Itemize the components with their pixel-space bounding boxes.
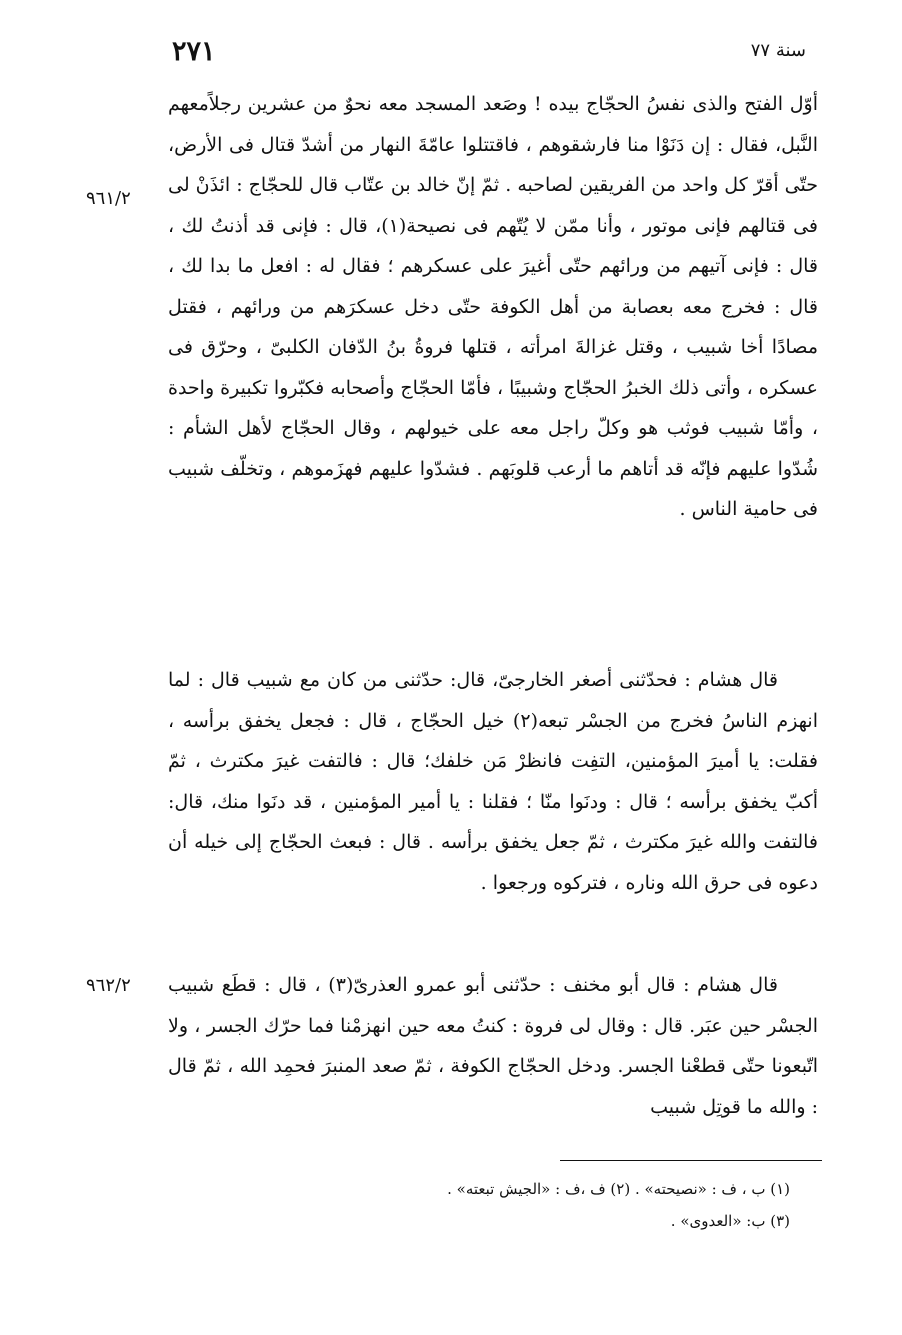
page-number: ٢٧١ <box>172 36 216 67</box>
margin-reference: ٩٦١/٢ <box>86 188 131 209</box>
body-paragraph: قال هشام : قال أبو مخنف : حدّثنى أبو عمرو العذرىّ(٣) ، قال : قطَع شبيب الجسْر حين عبَر. قال : وقال لى فروة : كنتُ معه حين انهزمْنا فما حرّك الجسر ، ولا اتّبعونا حتّى قطعْنا الجسر. ودخل الحجّاج الكوفة ، ثمّ صعد المنبرَ فحمِد الله ، ثمّ قال : والله ما قوتِل شبيب <box>168 974 818 1118</box>
footnote-divider <box>560 1160 822 1161</box>
footnote: (١) ب ، ف : «نصيحته» . (٢) ف ،ف : «الجيش تبعته» . <box>447 1180 790 1198</box>
running-head: سنة ٧٧ <box>750 40 806 61</box>
footnote: (٣) ب: «العدوى» . <box>670 1212 790 1230</box>
body-paragraph: قال هشام : فحدّثنى أصغر الخارجىّ، قال: حدّثنى من كان مع شبيب قال : لما انهزم الناسُ فخرج من الجسْر تبعه(٢) خيل الحجّاج ، قال : فجعل يخفق برأسه ، فقلت: يا أميرَ المؤمنين، التفِت فانظرْ مَن خلفك؛ قال : فالتفت غيرَ مكترث ، ثمّ أكبّ يخفق برأسه ؛ قال : ودنَوا منّا ؛ فقلنا : يا أمير المؤمنين ، قد دنَوا منك، قال: فالتفت والله غيرَ مكترث ، ثمّ جعل يخفق برأسه . قال : فبعث الحجّاج إلى خيله أن دعوه فى حرق الله وناره ، فتركوه ورجعوا . <box>168 669 819 894</box>
body-paragraph: أوّل الفتح والذى نفسُ الحجّاج بيده ! وصَعد المسجد معه نحوٌ من عشرين رجلاًمعهم النَّبل، فقال : إن دَنَوْا منا فارشقوهم ، فاقتتلوا عامّةَ النهار من أشدّ قتال فى الأرض، حتّى أقرّ كل واحد من الفريقين لصاحبه . ثمّ إنّ خالد بن عتّاب قال للحجّاج : ائذَنْ لى فى قتالهم فإنى موتور ، وأنا ممّن لا يُتّهم فى نصيحة(١)، قال : فإنى قد أذنتُ لك ، قال : فإنى آتيهم من ورائهم حتّى أغيرَ على عسكرهم ؛ فقال له : افعل ما بدا لك ، قال : فخرج معه بعصابة من أهل الكوفة حتّى دخل عسكرَهم من ورائهم ، فقتل مصادًا أخا شبيب ، وقتل غزالةَ امرأته ، قتلها فروةُ بنُ الدّفان الكلبىّ ، وحرّق فى عسكره ، وأتى ذلك الخبرُ الحجّاج وشبيبًا ، فأمّا الحجّاج وأصحابه فكبّروا تكبيرة واحدة ، وأمّا شبيب فوثب هو وكلّ راجل معه على خيولهم ، وقال الحجّاج لأهل الشأم : شُدّوا عليهم فإنّه قد أتاهم ما أرعب قلوبَهم . فشدّوا عليهم فهزَموهم ، وتخلّف شبيب فى حامية الناس . <box>168 93 819 520</box>
margin-reference: ٩٦٢/٢ <box>86 975 131 996</box>
